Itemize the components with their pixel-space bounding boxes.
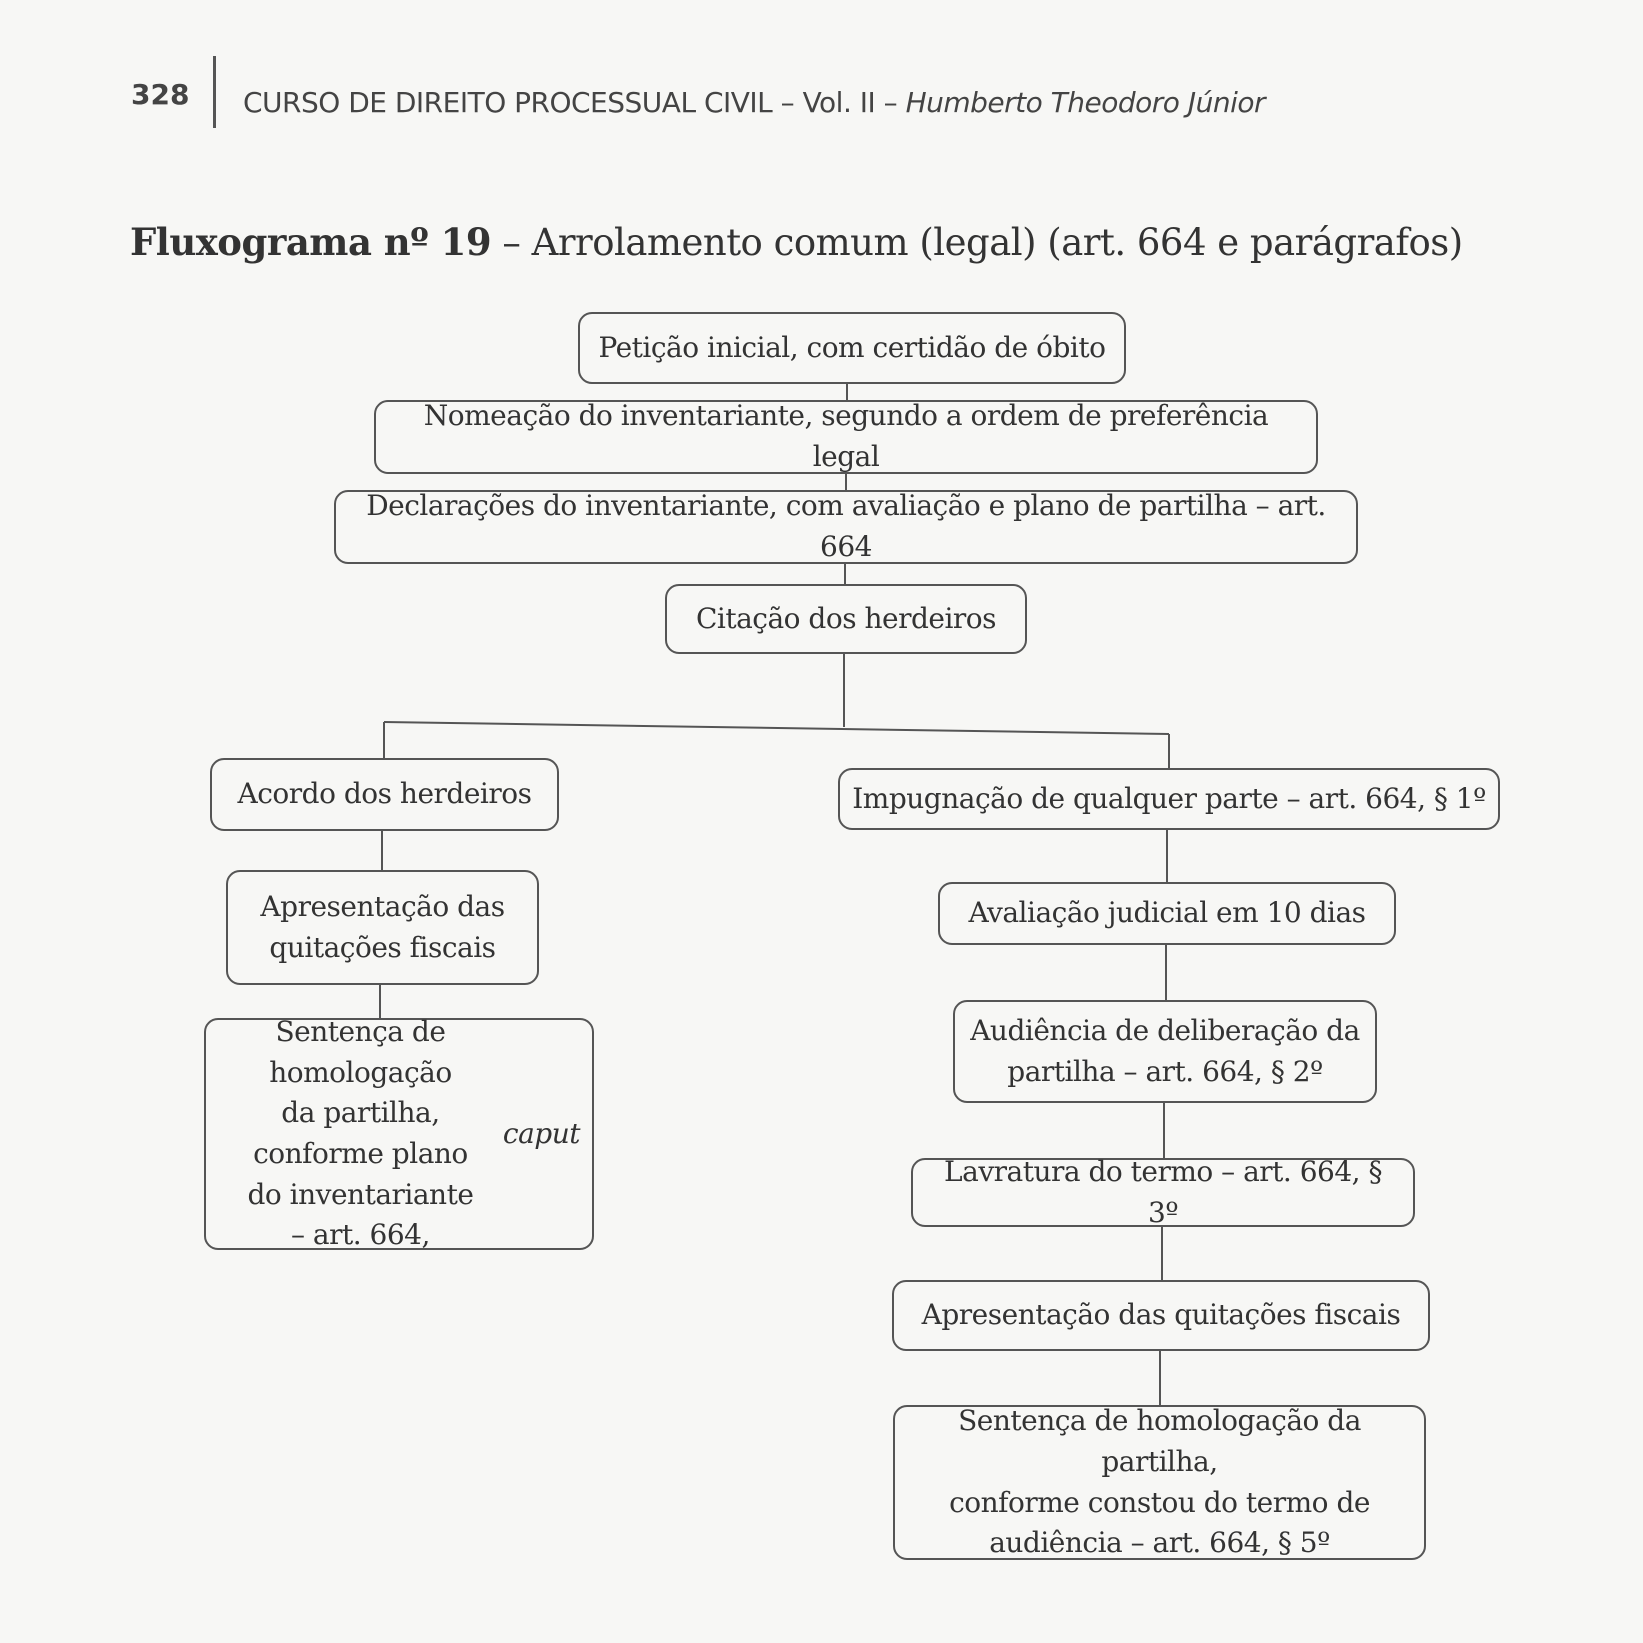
box-acordo-herdeiros: Acordo dos herdeiros: [210, 758, 559, 831]
box-citacao-herdeiros: Citação dos herdeiros: [665, 584, 1027, 654]
sentenca-left-caput: caput: [502, 1116, 580, 1150]
box-nomeacao-inventariante: Nomeação do inventariante, segundo a ordem de preferência legal: [374, 400, 1318, 474]
box-quitacoes-fiscais-right: Apresentação das quitações fiscais: [892, 1280, 1430, 1351]
flowchart-subject: – Arrolamento comum (legal) (art. 664 e parágrafos): [491, 221, 1463, 264]
box-declaracoes-inventariante: Declarações do inventariante, com avaliação e plano de partilha – art. 664: [334, 490, 1358, 564]
box-impugnacao: Impugnação de qualquer parte – art. 664, § 1º: [838, 768, 1500, 830]
running-title: CURSO DE DIREITO PROCESSUAL CIVIL – Vol. II –: [243, 86, 906, 119]
box-lavratura-termo: Lavratura do termo – art. 664, § 3º: [911, 1158, 1415, 1227]
box-audiencia-deliberacao: Audiência de deliberação da partilha – art. 664, § 2º: [953, 1000, 1377, 1103]
author-name: Humberto Theodoro Júnior: [905, 86, 1266, 119]
box-sentenca-homologacao-left: [204, 1015, 594, 1252]
box-sentenca-homologacao-right: Sentença de homologação da partilha, conforme constou do termo de audiência – art. 664, § 5º: [893, 1405, 1426, 1560]
box-quitacoes-fiscais-left: Apresentação das quitações fiscais: [226, 870, 539, 985]
box-avaliacao-judicial: Avaliação judicial em 10 dias: [938, 882, 1396, 945]
sentenca-left-text: Sentença de homologação da partilha, conforme plano do inventariante – art. 664,: [247, 1015, 474, 1252]
flowchart-number: Fluxograma nº 19: [130, 220, 492, 264]
box-peticao-inicial: Petição inicial, com certidão de óbito: [578, 312, 1126, 384]
connector-split-horizontal: [384, 722, 1169, 734]
page-number: 328: [131, 78, 190, 111]
